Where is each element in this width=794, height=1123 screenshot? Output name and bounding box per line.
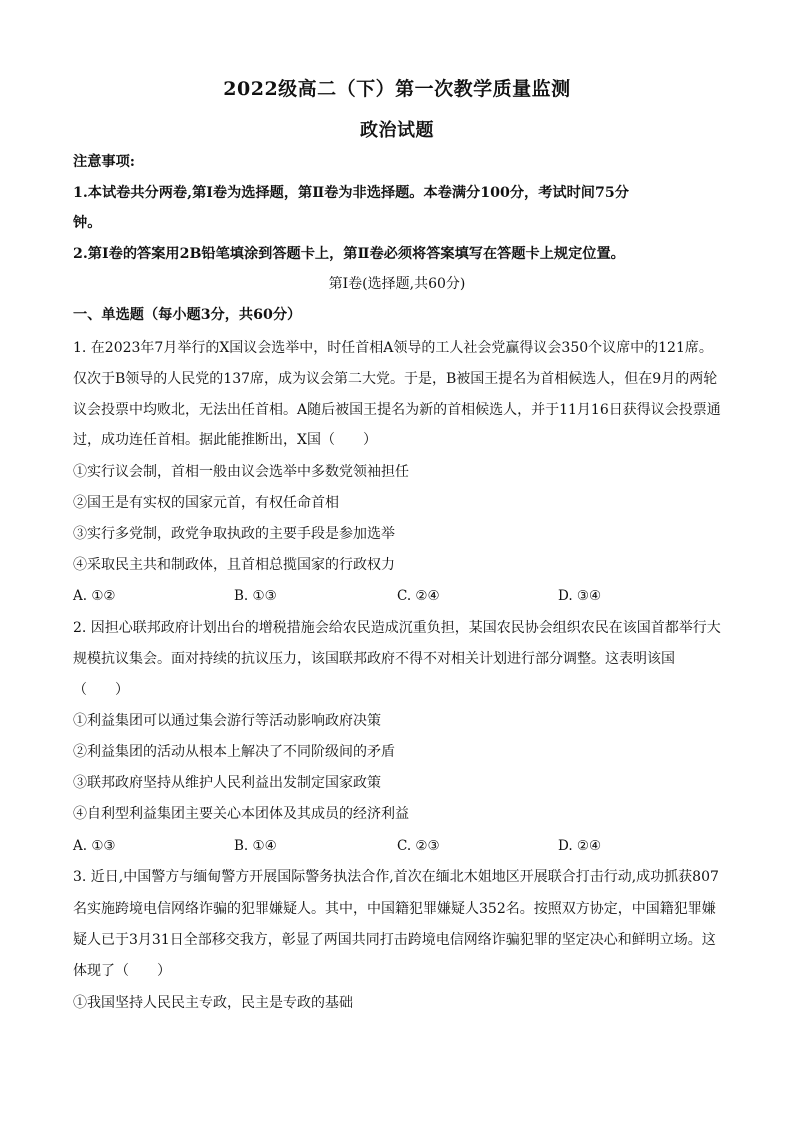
- notice-item-1: 1.本试卷共分两卷,第Ⅰ卷为选择题，第Ⅱ卷为非选择题。本卷满分100分，考试时间75分: [73, 185, 629, 201]
- question-1-statement: ④采取民主共和制政体，且首相总揽国家的行政权力: [73, 557, 395, 573]
- question-2-text: （ ）: [73, 682, 129, 698]
- question-2-statement: ②利益集团的活动从根本上解决了不同阶级间的矛盾: [73, 744, 395, 760]
- question-1-option-b[interactable]: B. ①③: [234, 588, 277, 604]
- question-3-text: 体现了（ ）: [73, 963, 171, 979]
- notice-item-2: 2.第Ⅰ卷的答案用2B铅笔填涂到答题卡上，第Ⅱ卷必须将答案填写在答题卡上规定位置。: [73, 246, 625, 262]
- question-2-statement: ④自利型利益集团主要关心本团体及其成员的经济利益: [73, 806, 409, 822]
- section-heading: 一、单选题（每小题3分，共60分）: [73, 307, 302, 323]
- question-3-text: 疑人已于3月31日全部移交我方，彰显了两国共同打击跨境电信网络诈骗犯罪的坚定决心和鲜明立场。这: [73, 932, 716, 948]
- part-title: 第Ⅰ卷(选择题,共60分): [328, 276, 466, 292]
- question-2-text: 规模抗议集会。面对持续的抗议压力，该国联邦政府不得不对相关计划进行部分调整。这表明该国: [73, 651, 675, 667]
- question-2-option-d[interactable]: D. ②④: [558, 838, 602, 854]
- question-1-text: 过，成功连任首相。据此能推断出，X国（ ）: [73, 432, 377, 448]
- question-1-option-a[interactable]: A. ①②: [73, 588, 116, 604]
- question-2-option-a[interactable]: A. ①③: [73, 838, 116, 854]
- question-3-statement: ①我国坚持人民民主专政，民主是专政的基础: [73, 995, 353, 1011]
- question-1-option-d[interactable]: D. ③④: [558, 588, 602, 604]
- question-1-text: 仅次于B领导的人民党的137席，成为议会第二大党。于是，B被国王提名为首相候选人，但在9月的两轮: [73, 371, 718, 387]
- question-2-statement: ③联邦政府坚持从维护人民利益出发制定国家政策: [73, 775, 381, 791]
- question-1-statement: ③实行多党制，政党争取执政的主要手段是参加选举: [73, 526, 395, 542]
- question-1-option-c[interactable]: C. ②④: [397, 588, 440, 604]
- question-2-statement: ①利益集团可以通过集会游行等活动影响政府决策: [73, 713, 381, 729]
- question-1-text: 议会投票中均败北，无法出任首相。A随后被国王提名为新的首相候选人，并于11月16日获得议会投票通: [73, 402, 721, 418]
- page-subtitle: 政治试题: [360, 120, 434, 141]
- notice-item-1-cont: 钟。: [73, 215, 102, 231]
- page-title: 2022级高二（下）第一次教学质量监测: [223, 78, 571, 100]
- question-3-text: 3. 近日,中国警方与缅甸警方开展国际警务执法合作,首次在缅北木姐地区开展联合打击行动,成功抓获807: [73, 869, 719, 885]
- question-2-option-b[interactable]: B. ①④: [234, 838, 277, 854]
- question-3-text: 名实施跨境电信网络诈骗的犯罪嫌疑人。其中，中国籍犯罪嫌疑人352名。按照双方协定，中国籍犯罪嫌: [73, 901, 716, 917]
- question-1-text: 1. 在2023年7月举行的X国议会选举中，时任首相A领导的工人社会党赢得议会350个议席中的121席。: [73, 340, 713, 356]
- question-2-option-c[interactable]: C. ②③: [397, 838, 440, 854]
- question-1-statement: ②国王是有实权的国家元首，有权任命首相: [73, 495, 339, 511]
- question-2-text: 2. 因担心联邦政府计划出台的增税措施会给农民造成沉重负担，某国农民协会组织农民在该国首都举行大: [73, 620, 721, 636]
- question-1-statement: ①实行议会制，首相一般由议会选举中多数党领袖担任: [73, 464, 409, 480]
- notice-heading: 注意事项:: [73, 154, 135, 170]
